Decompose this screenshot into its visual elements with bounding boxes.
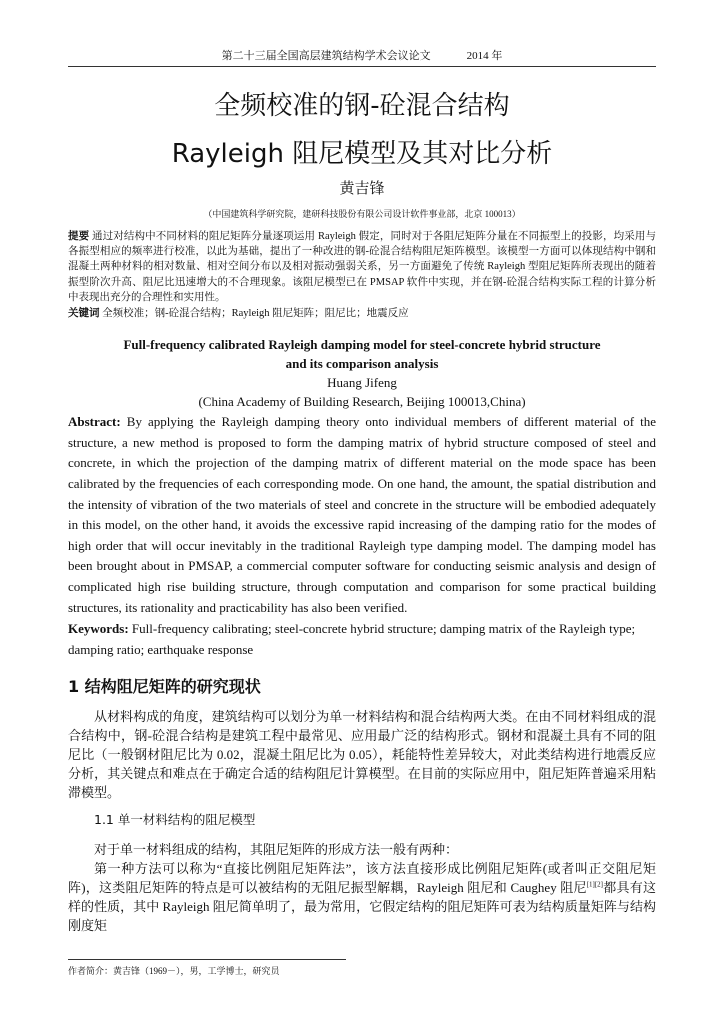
abstract-cn-label: 提要	[68, 231, 90, 242]
keywords-en-text: Full-frequency calibrating; steel-concrete hybrid structure; damping matrix of the Rayleigh type; damping ratio; earthquake response	[68, 621, 636, 658]
title-en-line2: and its comparison analysis	[285, 356, 439, 372]
author-en: Huang Jifeng	[327, 375, 397, 391]
section-1-paragraph: 从材料构成的角度，建筑结构可以划分为单一材料结构和混合结构两大类。在由不同材料组成的混合结构中，钢-砼混合结构是建筑工程中最常见、应用最广泛的结构形式。钢材和混凝土具有不同的阻尼比（一般钢材阻尼比为 0.02，混凝土阻尼比为 0.05），耗能特性差异较大，对此类结构进行地震反应分析，其关键点和难点在于确定合适的结构阻尼计算模型。在目前的实际应用中，阻尼矩阵普遍采用粘滞模型。	[68, 709, 656, 801]
conference-name: 第二十三届全国高层建筑结构学术会议论文	[221, 50, 431, 62]
footnote-rule	[68, 959, 346, 960]
section-1-1-heading: 1.1 单一材料结构的阻尼模型	[94, 812, 256, 828]
paragraph-2-text-b: 都具有这样的性质，其中 Rayleigh 阻尼简单明了，最为常用，它假定结构的阻尼矩阵可表为结构质量矩阵与结构刚度矩	[68, 880, 656, 934]
conference-year: 2014 年	[466, 50, 503, 62]
author-cn: 黄吉锋	[339, 181, 385, 197]
section-1-heading: 1 结构阻尼矩阵的研究现状	[68, 677, 261, 697]
title-en-line1: Full-frequency calibrated Rayleigh damping model for steel-concrete hybrid structure	[123, 337, 601, 353]
keywords-cn-label: 关键词	[68, 308, 100, 320]
header-rule	[68, 66, 656, 67]
running-header	[68, 48, 656, 64]
keywords-cn	[68, 306, 656, 321]
affiliation-en: (China Academy of Building Research, Beijing 100013,China)	[198, 394, 526, 410]
keywords-en-label: Keywords:	[68, 621, 129, 637]
section-1-1-paragraph-2	[68, 859, 656, 935]
abstract-cn	[68, 229, 656, 305]
paper-page	[68, 0, 656, 998]
abstract-en	[68, 412, 656, 618]
abstract-cn-text: 通过对结构中不同材料的阻尼矩阵分量逐项运用 Rayleigh 假定，同时对于各阻尼矩阵分量在不同振型上的投影，均采用与各振型相应的频率进行校准，以此为基础，提出了一种改进的钢-砼混合结构阻尼矩阵模型。该模型一方面可以体现结构中钢和混凝土两种材料的相对数量、相对空间分布以及相对振动强弱关系，另一方面避免了传统 Rayleigh 型阻尼矩阵所表现出的随着振型阶次升高、阻尼比迅速增大的不合理现象。该阻尼模型已在 PMSAP 软件中实现，并在钢-砼混合结构实际工程的计算分析中表现出充分的合理性和实用性。	[68, 231, 657, 303]
keywords-en	[68, 618, 656, 660]
abstract-en-text: By applying the Rayleigh damping theory onto individual members of different material of the structure, a new method is proposed to form the damping matrix of hybrid structure composed of steel and concrete, in which the projection of the damping matrix of different material on the mode space has been calibrated by the frequencies of each corresponding mode. On one hand, the amount, the spatial distribution and the intensity of vibration of the two materials of steel and concrete in the structure will be embodied adequately in this model, on the other hand, it avoids the excessive rapid increasing of the damping ratio for the modes of high order that will occur inevitably in the traditional Rayleigh type damping model. The damping model has been brought about in PMSAP, a commercial computer software for conducting seismic analysis and design of complicated high rise building structure, through computation and comparison for some practical building structures, its rationality and practicability has also been verified.	[68, 414, 657, 615]
affiliation-cn: （中国建筑科学研究院，建研科技股份有限公司设计软件事业部，北京 100013）	[203, 209, 521, 219]
section-1-1-paragraph-1: 对于单一材料组成的结构，其阻尼矩阵的形成方法一般有两种：	[94, 842, 459, 858]
footnote: 作者简介：黄吉锋（1969－），男，工学博士，研究员	[68, 966, 280, 977]
title-cn-line2: Rayleigh 阻尼模型及其对比分析	[171, 139, 553, 169]
citation-ref[interactable]: [1][2]	[586, 880, 604, 889]
paragraph-2-text-a: 第一种方法可以称为“直接比例阻尼矩阵法”，该方法直接形成比例阻尼矩阵(或者叫正交阻尼矩阵)，这类阻尼矩阵的特点是可以被结构的无阻尼振型解耦，Rayleigh 阻尼和 Caughey 阻尼	[68, 861, 656, 896]
title-cn-line1: 全频校准的钢-砼混合结构	[214, 91, 510, 121]
abstract-en-label: Abstract:	[68, 414, 121, 430]
keywords-cn-text: 全频校准；钢-砼混合结构；Rayleigh 阻尼矩阵；阻尼比；地震反应	[102, 308, 409, 320]
